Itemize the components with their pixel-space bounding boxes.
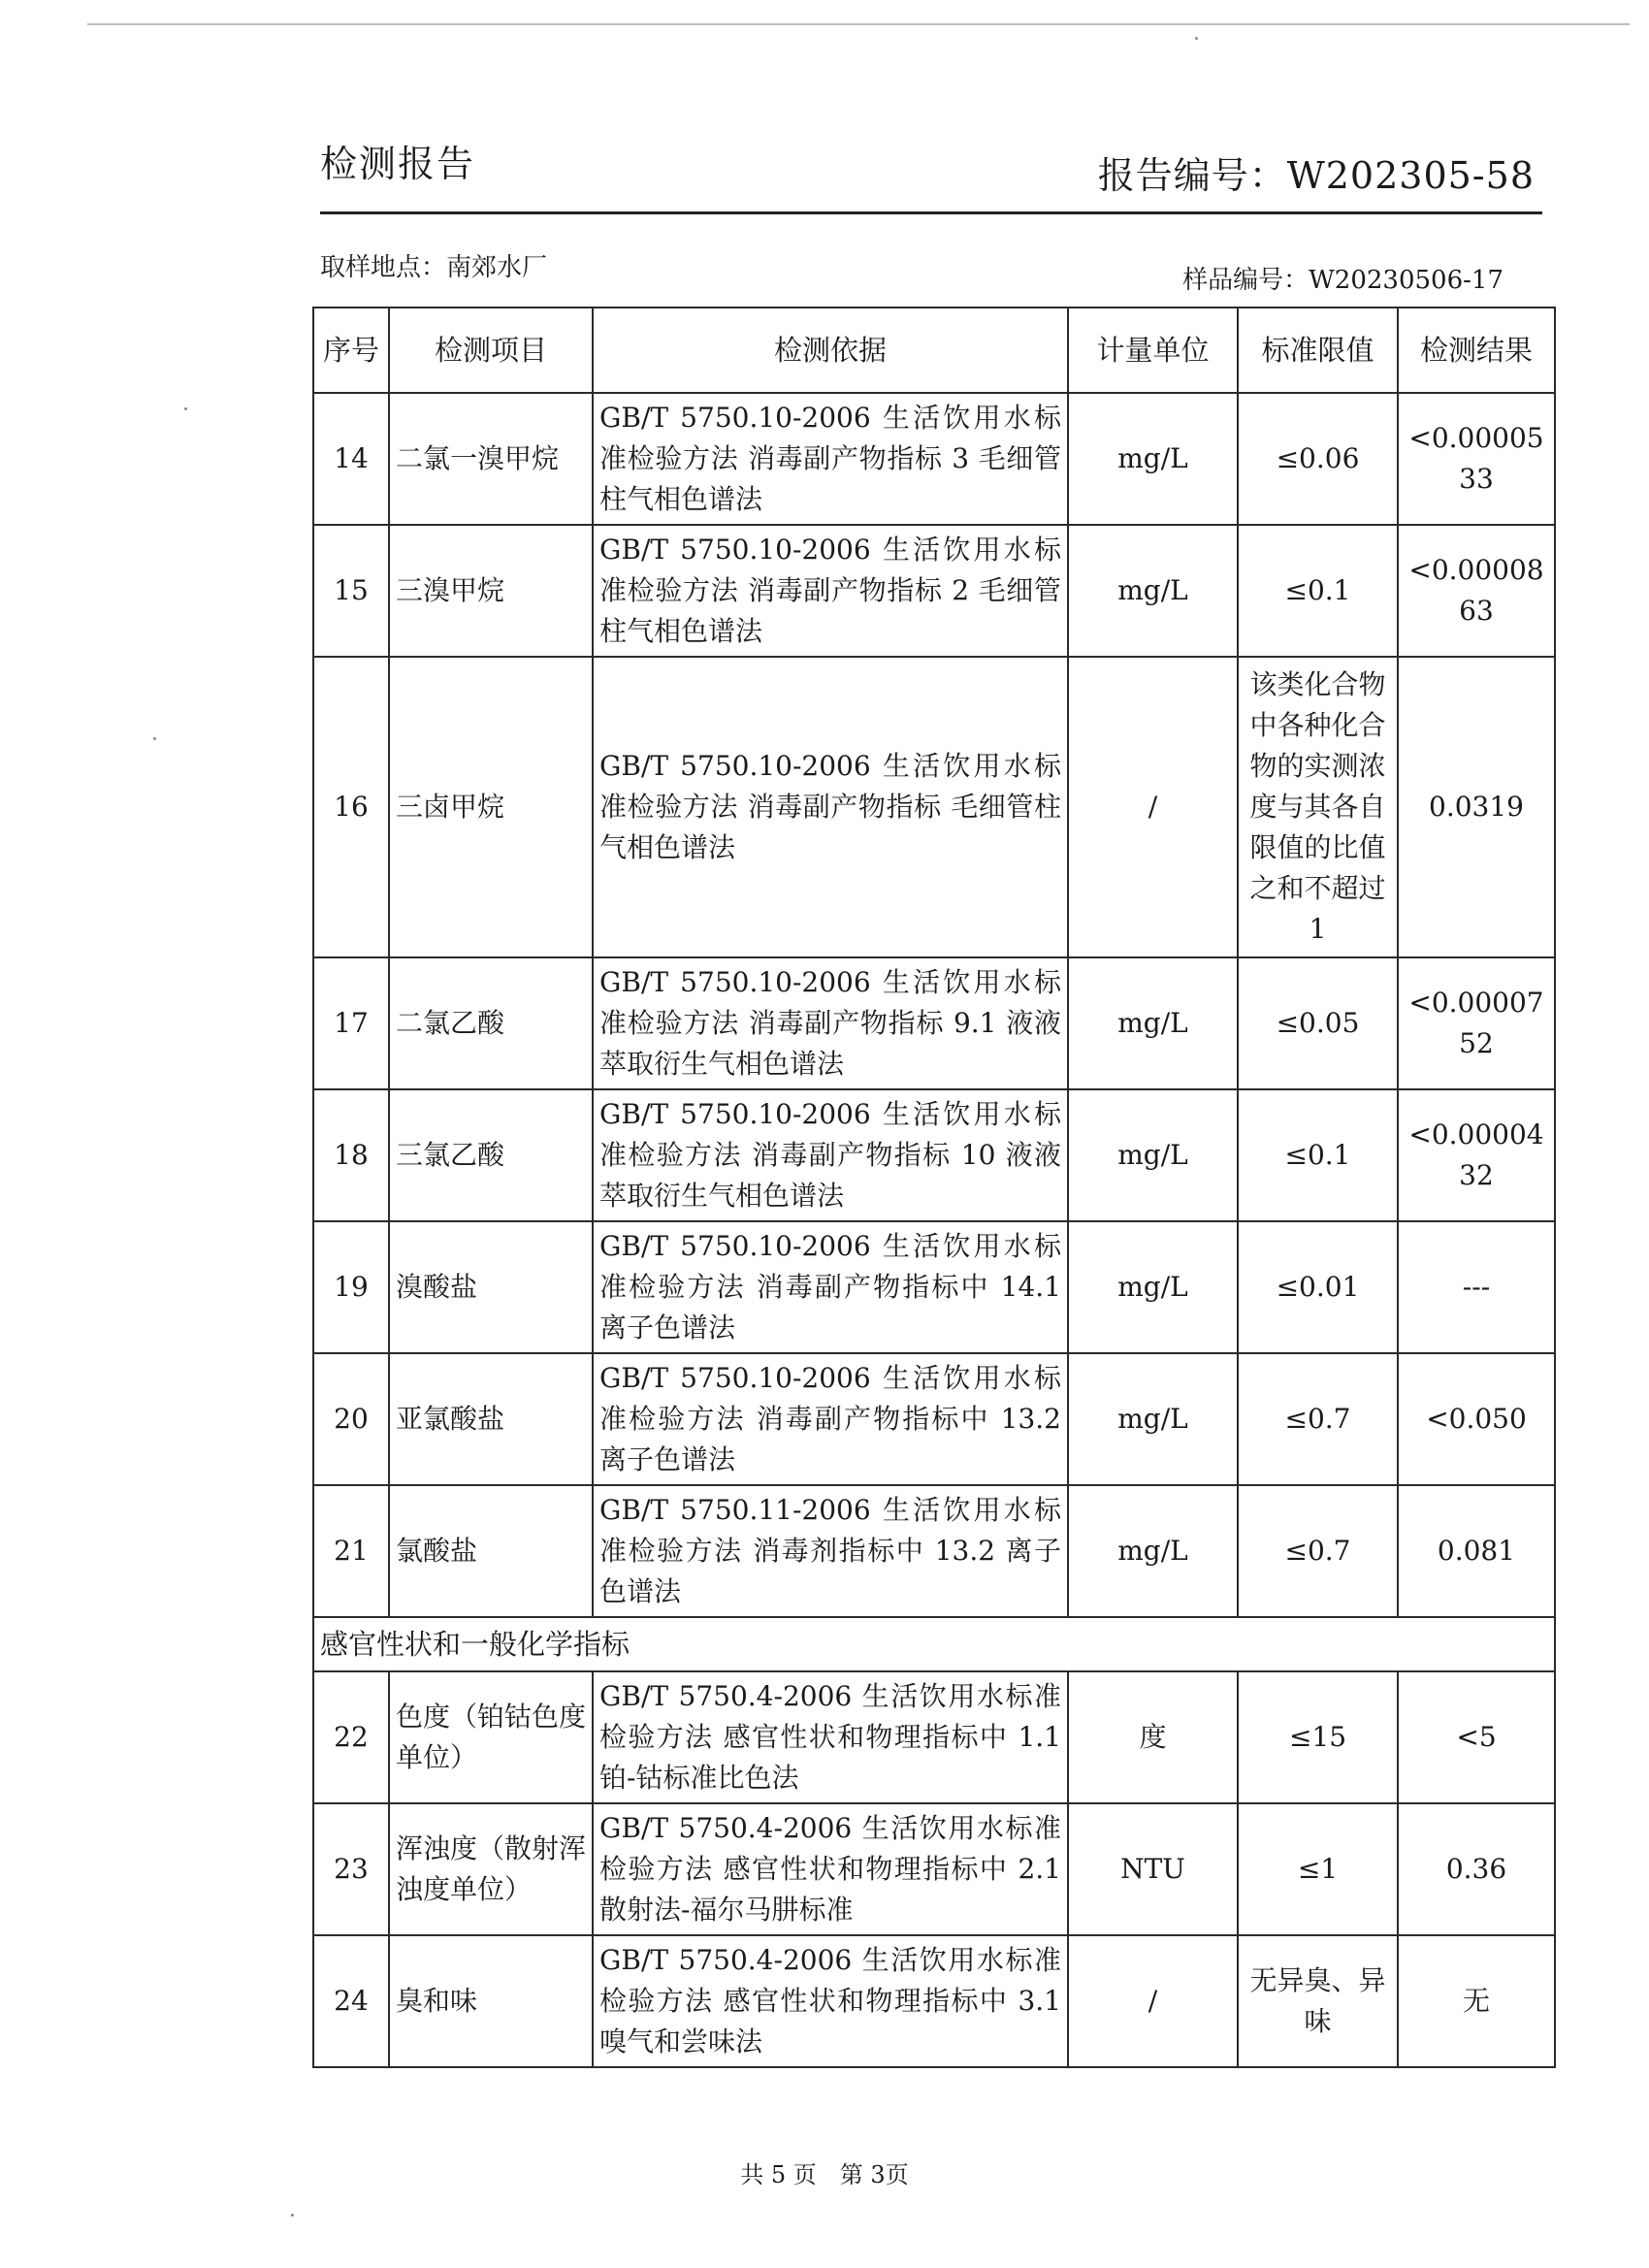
table-row	[313, 1671, 1555, 1803]
cell-unit: /	[1068, 657, 1238, 957]
cell-basis: GB/T 5750.4-2006 生活饮用水标准检验方法 感官性状和物理指标中 2.1 散射法-福尔马肼标准	[593, 1803, 1068, 1935]
cell-basis: GB/T 5750.10-2006 生活饮用水标准检验方法 消毒副产物指标 毛细管柱气相色谱法	[593, 657, 1068, 957]
column-header: 标准限值	[1238, 308, 1398, 393]
cell-unit: /	[1068, 1935, 1238, 2067]
cell-basis: GB/T 5750.10-2006 生活饮用水标准检验方法 消毒副产物指标 2 毛细管柱气相色谱法	[593, 525, 1068, 657]
cell-item: 亚氯酸盐	[389, 1353, 593, 1485]
cell-result: 0.36	[1398, 1803, 1555, 1935]
cell-item: 三卤甲烷	[389, 657, 593, 957]
sample-number: 样品编号：W20230506-17	[1182, 266, 1504, 295]
cell-unit: mg/L	[1068, 393, 1238, 525]
cell-item: 色度（铂钴色度单位）	[389, 1671, 593, 1803]
cell-unit: mg/L	[1068, 1221, 1238, 1353]
cell-unit: mg/L	[1068, 1353, 1238, 1485]
cell-item: 浑浊度（散射浑浊度单位）	[389, 1803, 593, 1935]
cell-result: <0.050	[1398, 1353, 1555, 1485]
report-number: 报告编号：W202305-58	[1097, 154, 1535, 197]
cell-no: 16	[313, 657, 389, 957]
cell-basis: GB/T 5750.10-2006 生活饮用水标准检验方法 消毒副产物指标 3 毛细管柱气相色谱法	[593, 393, 1068, 525]
cell-unit: mg/L	[1068, 957, 1238, 1089]
cell-unit: mg/L	[1068, 1089, 1238, 1221]
cell-limit: ≤1	[1238, 1803, 1398, 1935]
cell-no: 24	[313, 1935, 389, 2067]
scan-edge-line	[87, 23, 1630, 25]
cell-item: 三溴甲烷	[389, 525, 593, 657]
cell-no: 18	[313, 1089, 389, 1221]
cell-limit: ≤0.1	[1238, 1089, 1398, 1221]
cell-limit: ≤0.7	[1238, 1353, 1398, 1485]
cell-result: <0.0000533	[1398, 393, 1555, 525]
cell-unit: mg/L	[1068, 1485, 1238, 1617]
cell-limit: ≤15	[1238, 1671, 1398, 1803]
sampling-site: 取样地点：南郊水厂	[320, 253, 548, 282]
cell-basis: GB/T 5750.10-2006 生活饮用水标准检验方法 消毒副产物指标 9.1 液液萃取衍生气相色谱法	[593, 957, 1068, 1089]
cell-result: <0.0000432	[1398, 1089, 1555, 1221]
cell-unit: mg/L	[1068, 525, 1238, 657]
cell-result: 0.081	[1398, 1485, 1555, 1617]
cell-item: 臭和味	[389, 1935, 593, 2067]
cell-result: 无	[1398, 1935, 1555, 2067]
scan-speck	[1195, 37, 1198, 40]
cell-no: 15	[313, 525, 389, 657]
column-header: 序号	[313, 308, 389, 393]
table-header-row	[313, 308, 1555, 393]
cell-result: <5	[1398, 1671, 1555, 1803]
cell-limit: ≤0.1	[1238, 525, 1398, 657]
column-header: 检测依据	[593, 308, 1068, 393]
scan-speck	[291, 2214, 294, 2217]
cell-item: 三氯乙酸	[389, 1089, 593, 1221]
cell-no: 17	[313, 957, 389, 1089]
cell-basis: GB/T 5750.10-2006 生活饮用水标准检验方法 消毒副产物指标中 13.2 离子色谱法	[593, 1353, 1068, 1485]
table-row	[313, 1803, 1555, 1935]
table-row	[313, 1221, 1555, 1353]
cell-no: 23	[313, 1803, 389, 1935]
page-footer: 共 5 页 第 3页	[740, 2161, 909, 2188]
header-divider	[320, 211, 1542, 214]
cell-no: 19	[313, 1221, 389, 1353]
cell-result: <0.0000752	[1398, 957, 1555, 1089]
column-header: 检测项目	[389, 308, 593, 393]
table-row	[313, 957, 1555, 1089]
table-row	[313, 393, 1555, 525]
column-header: 计量单位	[1068, 308, 1238, 393]
cell-limit: ≤0.06	[1238, 393, 1398, 525]
cell-no: 22	[313, 1671, 389, 1803]
cell-basis: GB/T 5750.4-2006 生活饮用水标准检验方法 感官性状和物理指标中 1.1 铂-钴标准比色法	[593, 1671, 1068, 1803]
cell-unit: 度	[1068, 1671, 1238, 1803]
cell-item: 溴酸盐	[389, 1221, 593, 1353]
scan-speck	[153, 737, 156, 740]
cell-item: 二氯乙酸	[389, 957, 593, 1089]
table-row	[313, 657, 1555, 957]
cell-basis: GB/T 5750.10-2006 生活饮用水标准检验方法 消毒副产物指标 10 液液萃取衍生气相色谱法	[593, 1089, 1068, 1221]
cell-basis: GB/T 5750.11-2006 生活饮用水标准检验方法 消毒剂指标中 13.2 离子色谱法	[593, 1485, 1068, 1617]
cell-item: 氯酸盐	[389, 1485, 593, 1617]
section-heading: 感官性状和一般化学指标	[313, 1617, 1555, 1671]
cell-result: <0.0000863	[1398, 525, 1555, 657]
cell-no: 14	[313, 393, 389, 525]
cell-no: 21	[313, 1485, 389, 1617]
cell-item: 二氯一溴甲烷	[389, 393, 593, 525]
table-row	[313, 525, 1555, 657]
document-title: 检测报告	[320, 143, 476, 185]
cell-basis: GB/T 5750.10-2006 生活饮用水标准检验方法 消毒副产物指标中 14.1 离子色谱法	[593, 1221, 1068, 1353]
column-header: 检测结果	[1398, 308, 1555, 393]
cell-limit: ≤0.05	[1238, 957, 1398, 1089]
cell-result: ---	[1398, 1221, 1555, 1353]
cell-result: 0.0319	[1398, 657, 1555, 957]
table-row	[313, 1485, 1555, 1617]
cell-no: 20	[313, 1353, 389, 1485]
table-row	[313, 1089, 1555, 1221]
cell-limit: 该类化合物中各种化合物的实测浓度与其各自限值的比值之和不超过1	[1238, 657, 1398, 957]
cell-unit: NTU	[1068, 1803, 1238, 1935]
test-results-table	[312, 307, 1556, 2068]
cell-basis: GB/T 5750.4-2006 生活饮用水标准检验方法 感官性状和物理指标中 3.1 嗅气和尝味法	[593, 1935, 1068, 2067]
table-row	[313, 1935, 1555, 2067]
section-heading-row	[313, 1617, 1555, 1671]
cell-limit: ≤0.01	[1238, 1221, 1398, 1353]
cell-limit: ≤0.7	[1238, 1485, 1398, 1617]
cell-limit: 无异臭、异味	[1238, 1935, 1398, 2067]
scan-speck	[184, 407, 187, 410]
table-row	[313, 1353, 1555, 1485]
